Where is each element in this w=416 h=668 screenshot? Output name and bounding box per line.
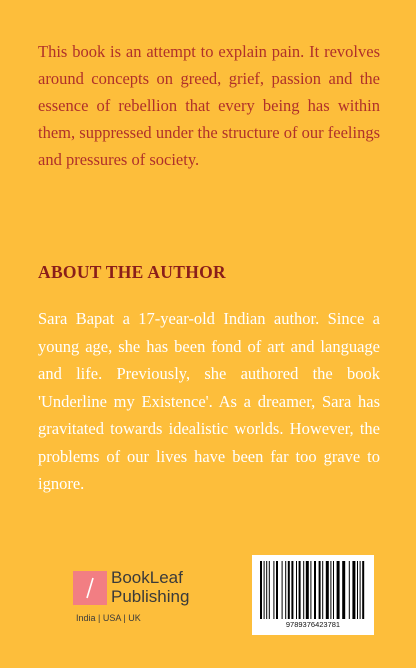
barcode-bar xyxy=(337,561,340,619)
barcode-bar xyxy=(288,561,290,619)
barcode-bar xyxy=(314,561,316,619)
publisher-logo xyxy=(73,565,203,625)
slash-logo-icon xyxy=(73,571,107,605)
barcode-bar xyxy=(260,561,262,619)
barcode-bar xyxy=(282,561,283,619)
about-author-heading: ABOUT THE AUTHOR xyxy=(38,262,226,282)
barcode-bar xyxy=(319,561,321,619)
barcode-bar xyxy=(360,561,361,619)
book-blurb: This book is an attempt to explain pain. It revolves around concepts on greed, grief, passion and the essence of rebellion that every being has within them, suppressed under the structure of our feelings and pressures of society. xyxy=(38,42,380,169)
barcode-bar xyxy=(310,561,311,619)
barcode-bar xyxy=(303,561,304,619)
barcode-bar xyxy=(269,561,270,619)
barcode-bar xyxy=(285,561,286,619)
barcode-bar xyxy=(326,561,329,619)
barcode-bar xyxy=(362,561,364,619)
barcode-bar xyxy=(266,561,267,619)
barcode-bar xyxy=(322,561,323,619)
barcode-bar xyxy=(299,561,301,619)
barcode-bar xyxy=(276,561,278,619)
barcode-bar xyxy=(291,561,293,619)
barcode-bar xyxy=(273,561,274,619)
barcode-bar xyxy=(296,561,297,619)
isbn-number: 9789376423781 xyxy=(285,620,341,629)
barcode-bar xyxy=(333,561,334,619)
barcode-bar xyxy=(264,561,265,619)
barcode xyxy=(252,555,374,635)
publisher-tagline: India | USA | UK xyxy=(76,613,141,623)
barcode-bars xyxy=(258,561,368,619)
publisher-name-line1: BookLeaf xyxy=(111,568,183,587)
barcode-bar xyxy=(349,561,350,619)
author-bio: Sara Bapat a 17-year-old Indian author. Since a young age, she has been fond of art and language and life. Previously, she authored the book 'Underline my Existence'. As a dreamer, Sara has gravitated towards idealistic worlds. However, the problems of our lives have been far too grave to ignore. xyxy=(38,309,380,493)
publisher-name-line2: Publishing xyxy=(111,587,190,606)
barcode-bar xyxy=(342,561,345,619)
barcode-bar xyxy=(306,561,309,619)
barcode-bar xyxy=(357,561,358,619)
barcode-bar xyxy=(352,561,355,619)
barcode-bar xyxy=(330,561,331,619)
